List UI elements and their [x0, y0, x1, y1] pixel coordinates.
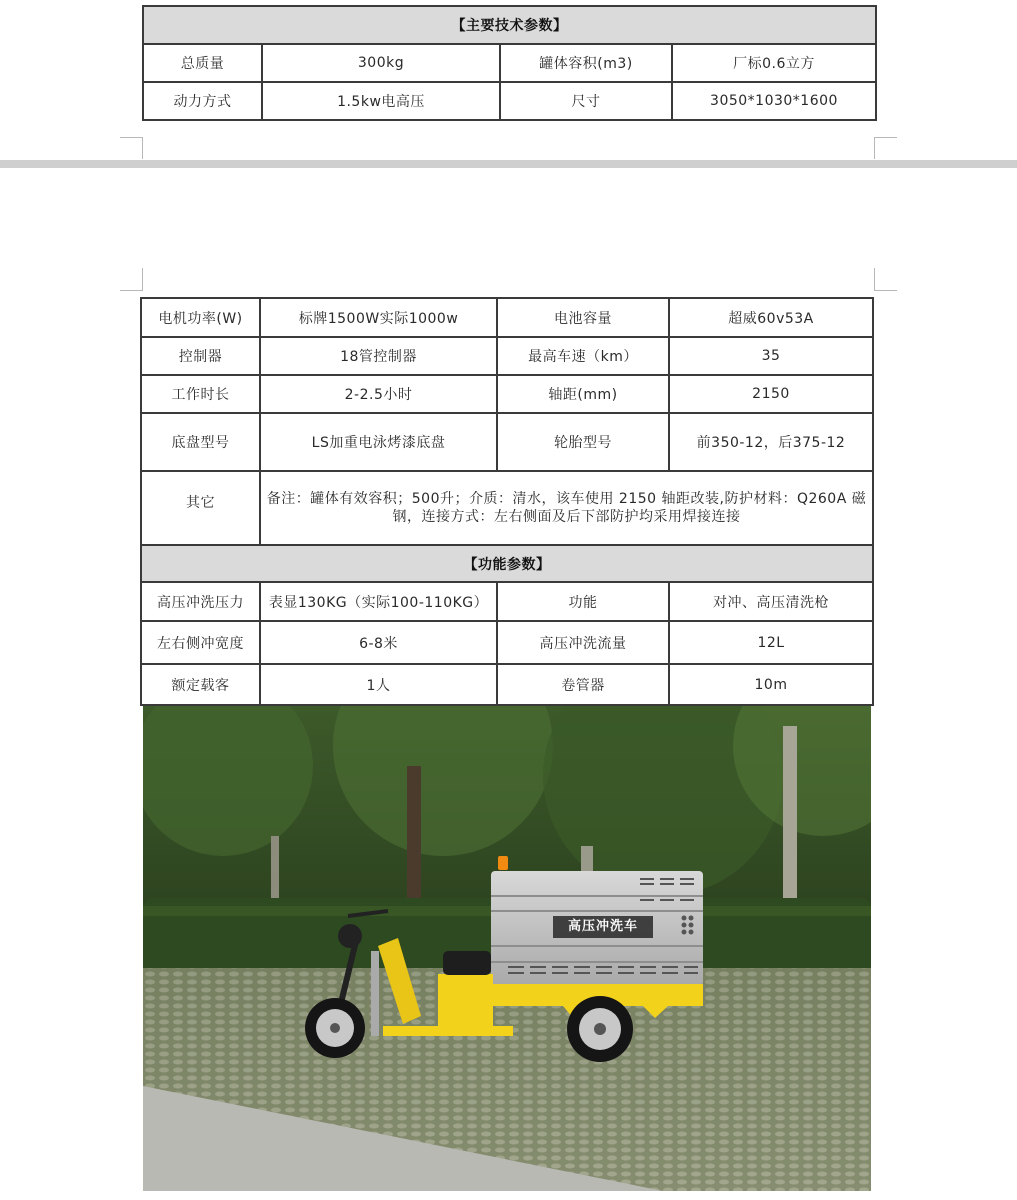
cell-label: 电机功率(W)	[141, 298, 260, 337]
cell-value: 超威60v53A	[669, 298, 873, 337]
cell-value: 标牌1500W实际1000w	[260, 298, 497, 337]
cell-value: 3050*1030*1600	[672, 82, 876, 120]
cell-label: 左右侧冲宽度	[141, 621, 260, 664]
cell-value: 对冲、高压清洗枪	[669, 582, 873, 621]
cell-value: 6-8米	[260, 621, 497, 664]
table-row	[143, 82, 876, 120]
cell-label: 总质量	[143, 44, 262, 82]
product-photo	[143, 706, 871, 1191]
table-row	[143, 44, 876, 82]
table-row	[141, 621, 873, 664]
cell-value: LS加重电泳烤漆底盘	[260, 413, 497, 471]
cell-label: 高压冲洗压力	[141, 582, 260, 621]
table-row	[141, 375, 873, 413]
cell-label: 电池容量	[497, 298, 669, 337]
page-separator	[0, 160, 1017, 168]
table-row	[141, 664, 873, 705]
cell-label: 轮胎型号	[497, 413, 669, 471]
table-row	[141, 582, 873, 621]
cell-label: 最高车速（km）	[497, 337, 669, 375]
cell-label: 控制器	[141, 337, 260, 375]
cell-label: 轴距(mm)	[497, 375, 669, 413]
table-row	[141, 337, 873, 375]
cell-label: 底盘型号	[141, 413, 260, 471]
washer-vehicle-illustration	[143, 706, 871, 1191]
function-params-title: 【功能参数】	[141, 545, 873, 582]
cell-value: 表显130KG（实际100-110KG）	[260, 582, 497, 621]
cell-value: 1人	[260, 664, 497, 705]
cell-value: 35	[669, 337, 873, 375]
cell-label: 罐体容积(m3)	[500, 44, 672, 82]
cell-label: 功能	[497, 582, 669, 621]
cell-label: 额定载客	[141, 664, 260, 705]
table-title: 【主要技术参数】	[143, 6, 876, 44]
page-corner-mark	[874, 137, 897, 159]
spec-continued-table	[140, 297, 874, 706]
page-corner-mark	[120, 137, 143, 159]
cell-label: 其它	[141, 471, 260, 545]
page-corner-mark	[874, 268, 897, 291]
cell-value: 10m	[669, 664, 873, 705]
cell-value: 18管控制器	[260, 337, 497, 375]
main-tech-params-table	[142, 5, 877, 121]
cell-value: 厂标0.6立方	[672, 44, 876, 82]
cell-value: 12L	[669, 621, 873, 664]
remarks-note: 备注：罐体有效容积；500升；介质：清水，该车使用 2150 轴距改装,防护材料：Q260A 磁钢，连接方式：左右侧面及后下部防护均采用焊接连接	[260, 471, 873, 545]
vehicle-label: 高压冲洗车	[553, 916, 653, 938]
cell-value: 300kg	[262, 44, 500, 82]
cell-value: 2150	[669, 375, 873, 413]
cell-label: 尺寸	[500, 82, 672, 120]
table-row	[141, 298, 873, 337]
cell-value: 2-2.5小时	[260, 375, 497, 413]
cell-label: 动力方式	[143, 82, 262, 120]
cell-label: 工作时长	[141, 375, 260, 413]
cell-value: 1.5kw电高压	[262, 82, 500, 120]
table-row	[141, 413, 873, 471]
cell-label: 高压冲洗流量	[497, 621, 669, 664]
table-row-other	[141, 471, 873, 545]
cell-label: 卷管器	[497, 664, 669, 705]
page-corner-mark	[120, 268, 143, 291]
cell-value: 前350-12，后375-12	[669, 413, 873, 471]
